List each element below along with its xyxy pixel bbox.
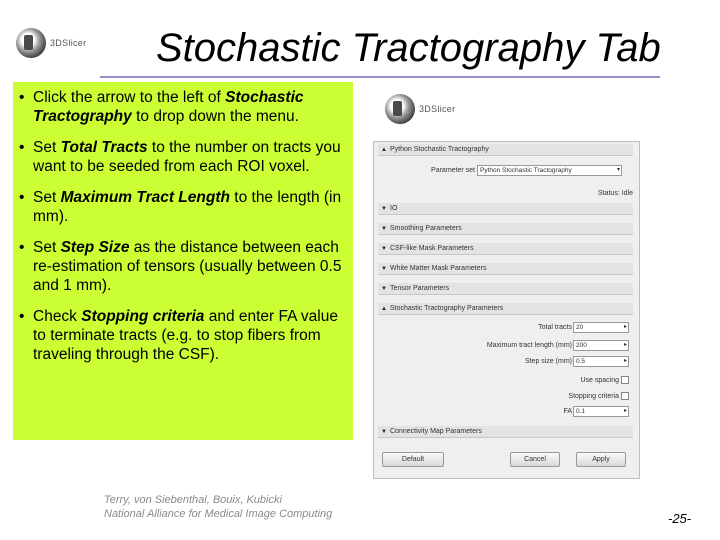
section-stochastic[interactable] (378, 303, 633, 315)
expand-arrow-icon[interactable]: ▼ (381, 245, 387, 252)
bullet-item (19, 238, 345, 295)
cancel-button[interactable]: Cancel (510, 452, 560, 467)
screenshot-slicer-logo-text: 3DSlicer (419, 104, 456, 114)
bullet-segment: Check (33, 308, 82, 325)
expand-arrow-icon[interactable]: ▼ (381, 428, 387, 435)
step-size-input[interactable] (573, 356, 629, 367)
bullet-item (19, 188, 345, 226)
expand-arrow-icon[interactable]: ▼ (381, 225, 387, 232)
section-tensor[interactable] (378, 283, 633, 295)
instruction-bullets (13, 82, 353, 440)
status-label: Status: Idle (597, 190, 633, 197)
bullet-dot: • (19, 139, 25, 156)
fa-label: FA (563, 408, 572, 415)
collapse-arrow-icon[interactable]: ▲ (381, 305, 387, 312)
total-tracts-input[interactable] (573, 322, 629, 333)
panel-header-title: Python Stochastic Tractography (390, 146, 489, 153)
section-connectivity-label: Connectivity Map Parameters (390, 428, 482, 435)
bullet-segment: to the number on tracts you want to be seeded from each ROI voxel. (33, 139, 341, 175)
slicer-logo (16, 28, 86, 58)
bullet-item (19, 88, 345, 126)
section-tensor-label: Tensor Parameters (390, 285, 450, 292)
use-spacing-label: Use spacing (580, 377, 619, 384)
total-tracts-value: 20 (576, 324, 584, 331)
page-number: -25- (668, 511, 692, 526)
title-divider (100, 76, 660, 78)
parameter-set-value: Python Stochastic Tractography (480, 167, 572, 174)
default-button[interactable]: Default (382, 452, 444, 467)
parameter-set-label: Parameter set (431, 167, 475, 174)
bullet-text (33, 88, 345, 126)
bullet-emphasis: Stochastic Tractography (33, 89, 304, 125)
section-io[interactable] (378, 203, 633, 215)
bullet-dot: • (19, 89, 25, 106)
bullet-dot: • (19, 239, 25, 256)
bullet-segment: as the distance between each re-estimation of tensors (usually between 0.5 and 1 mm). (33, 239, 342, 294)
slide-title: Stochastic Tractography Tab (156, 26, 661, 70)
spin-arrow-icon[interactable]: ▸ (623, 358, 627, 364)
apply-button[interactable]: Apply (576, 452, 626, 467)
chevron-down-icon: ▾ (616, 167, 620, 173)
spin-arrow-icon[interactable]: ▸ (623, 408, 627, 414)
section-smoothing-label: Smoothing Parameters (390, 225, 462, 232)
bullet-dot: • (19, 189, 25, 206)
section-csf-mask-label: CSF-like Mask Parameters (390, 245, 474, 252)
use-spacing-checkbox[interactable] (621, 376, 629, 384)
section-white-matter-mask[interactable] (378, 263, 633, 275)
expand-arrow-icon[interactable]: ▼ (381, 205, 387, 212)
section-connectivity[interactable] (378, 426, 633, 438)
bullet-emphasis: Total Tracts (60, 139, 148, 156)
bullet-segment: Set (33, 189, 61, 206)
bullet-dot: • (19, 308, 25, 325)
screenshot-slicer-logo-icon (385, 94, 415, 124)
bullet-emphasis: Stopping criteria (81, 308, 205, 325)
section-stochastic-label: Stochastic Tractography Parameters (390, 305, 504, 312)
stopping-criteria-checkbox[interactable] (621, 392, 629, 400)
section-io-label: IO (390, 205, 398, 212)
footer-authors: Terry, von Siebenthal, Bouix, Kubicki (104, 494, 282, 506)
bullet-text (33, 188, 345, 226)
bullet-emphasis: Step Size (60, 239, 130, 256)
expand-arrow-icon[interactable]: ▼ (381, 265, 387, 272)
step-size-value: 0.5 (576, 358, 586, 365)
fa-input[interactable] (573, 406, 629, 417)
bullet-segment: and enter FA value to terminate tracts (e.g. to stop fibers from traveling through the CSF). (33, 308, 338, 363)
bullet-text (33, 307, 345, 364)
section-white-matter-mask-label: White Matter Mask Parameters (390, 265, 487, 272)
stochastic-tractography-panel (373, 141, 640, 479)
slicer-logo-icon (16, 28, 46, 58)
bullet-text (33, 138, 345, 176)
spin-arrow-icon[interactable]: ▸ (623, 324, 627, 330)
panel-header[interactable] (378, 144, 633, 156)
fa-value: 0.1 (576, 408, 586, 415)
parameter-set-select[interactable] (477, 165, 622, 176)
bullet-segment: Set (33, 239, 61, 256)
bullet-item (19, 138, 345, 176)
bullet-segment: to the length (in mm). (33, 189, 342, 225)
max-tract-length-value: 200 (576, 342, 587, 349)
slicer-logo-text: 3DSlicer (50, 38, 87, 48)
bullet-item (19, 307, 345, 364)
screenshot-slicer-logo (385, 94, 455, 124)
expand-arrow-icon[interactable]: ▼ (381, 285, 387, 292)
total-tracts-label: Total tracts (538, 324, 572, 331)
section-csf-mask[interactable] (378, 243, 633, 255)
bullet-text (33, 238, 345, 295)
spin-arrow-icon[interactable]: ▸ (623, 342, 627, 348)
bullet-segment: to drop down the menu. (131, 108, 299, 125)
collapse-arrow-icon[interactable]: ▲ (381, 146, 387, 153)
footer-credit (104, 493, 332, 521)
bullet-segment: Click the arrow to the left of (33, 89, 226, 106)
max-tract-length-label: Maximum tract length (mm) (486, 342, 572, 349)
stopping-criteria-label: Stopping criteria (568, 393, 619, 400)
section-smoothing[interactable] (378, 223, 633, 235)
step-size-label: Step size (mm) (524, 358, 572, 365)
max-tract-length-input[interactable] (573, 340, 629, 351)
footer-organization: National Alliance for Medical Image Computing (104, 508, 333, 520)
bullet-segment: Set (33, 139, 61, 156)
bullet-emphasis: Maximum Tract Length (60, 189, 230, 206)
